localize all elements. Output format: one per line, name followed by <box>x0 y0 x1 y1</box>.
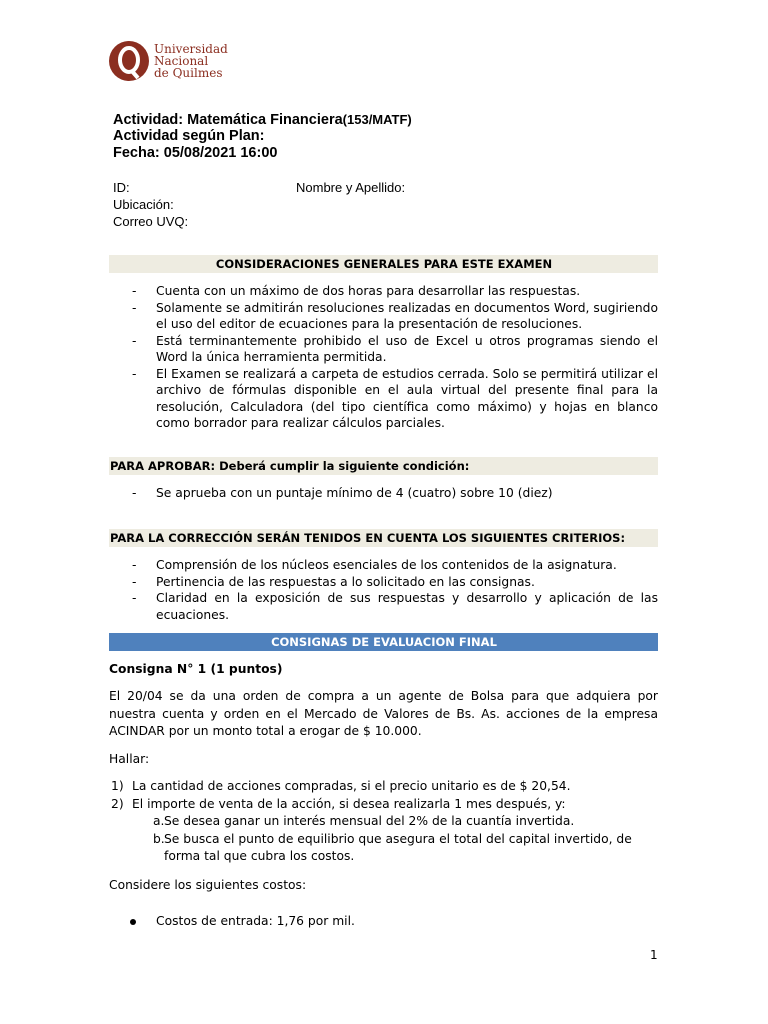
correo-label: Correo UVQ: <box>113 214 189 229</box>
correccion-title: PARA LA CORRECCIÓN SERÁN TENIDOS EN CUENTA LOS SIGUIENTES CRITERIOS: <box>109 529 658 547</box>
list-item: - Solamente se admitirán resoluciones realizadas en documentos Word, sugiriendo el uso del editor de ecuaciones para la presentación de resoluciones. <box>132 300 658 331</box>
ubicacion-label: Ubicación: <box>113 197 174 212</box>
list-item: - Pertinencia de las respuestas a lo solicitado en las consignas. <box>132 574 535 589</box>
list-item: - Está terminantemente prohibido el uso de Excel u otros programas siendo el Word la única herramienta permitida. <box>132 333 658 364</box>
logo-line-2: Nacional <box>154 54 209 68</box>
correccion-list <box>130 557 658 623</box>
sub-item: a. Se desea ganar un interés mensual del 2% de la cuantía invertida. <box>153 814 575 828</box>
costos-intro: Considere los siguientes costos: <box>109 878 307 892</box>
costos-item: Costos de entrada: 1,76 por mil. <box>130 913 355 930</box>
actividad-code: (153/MATF) <box>342 112 412 127</box>
list-item: - Claridad en la exposición de sus respuestas y desarrollo y aplicación de las ecuaciones. <box>132 591 658 622</box>
actividad-heading <box>113 111 412 129</box>
plan-heading: Actividad según Plan: <box>113 128 265 144</box>
aprobar-list <box>130 485 658 502</box>
consigna-1-body: El 20/04 se da una orden de compra a un agente de Bolsa para que adquiera por nuestra cuenta y orden en el Mercado de Valores de Bs. As. acciones de la empresa ACINDAR por un monto total a erogar de $ 10.000. <box>109 689 658 738</box>
actividad-label: Actividad: Matemática Financiera <box>113 112 343 128</box>
page-number: 1 <box>650 948 658 962</box>
consideraciones-title: CONSIDERACIONES GENERALES PARA ESTE EXAMEN <box>109 255 658 273</box>
consignas-title: CONSIGNAS DE EVALUACION FINAL <box>109 633 658 651</box>
numbered-item: 1) La cantidad de acciones compradas, si el precio unitario es de $ 20,54. <box>111 779 571 793</box>
hallar-label: Hallar: <box>109 752 150 766</box>
sub-item: b. Se busca el punto de equilibrio que asegura el total del capital invertido, de forma tal que cubra los costos. <box>153 831 632 863</box>
list-item: - Se aprueba con un puntaje mínimo de 4 (cuatro) sobre 10 (diez) <box>132 486 553 500</box>
consideraciones-list <box>130 283 658 432</box>
logo-line-3: de Quilmes <box>154 66 223 80</box>
bullet-icon <box>130 919 136 925</box>
fecha-heading: Fecha: 05/08/2021 16:00 <box>113 145 278 161</box>
university-logo <box>108 40 228 82</box>
nombre-label: Nombre y Apellido: <box>296 180 406 195</box>
list-item: - El Examen se realizará a carpeta de estudios cerrada. Solo se permitirá utilizar el archivo de fórmulas disponible en el aula virtual del presente final para la resolución, Calculadora (del tipo científica como máximo) y hojas en blanco como borrador para realizar cálculos parciales. <box>132 366 658 430</box>
logo-line-1: Universidad <box>154 42 228 56</box>
list-item: - Comprensión de los núcleos esenciales de los contenidos de la asignatura. <box>132 558 617 572</box>
list-item: - Cuenta con un máximo de dos horas para desarrollar las respuestas. <box>132 284 581 298</box>
id-label: ID: <box>113 180 130 195</box>
quilmes-logo-icon <box>108 40 150 82</box>
aprobar-title: PARA APROBAR: Deberá cumplir la siguiente condición: <box>109 457 658 475</box>
consigna-items <box>109 778 658 866</box>
numbered-item: 2) El importe de venta de la acción, si desea realizarla 1 mes después, y: <box>111 796 566 811</box>
logo-text <box>154 43 228 79</box>
consigna-1-title: Consigna N° 1 (1 puntos) <box>109 662 283 676</box>
